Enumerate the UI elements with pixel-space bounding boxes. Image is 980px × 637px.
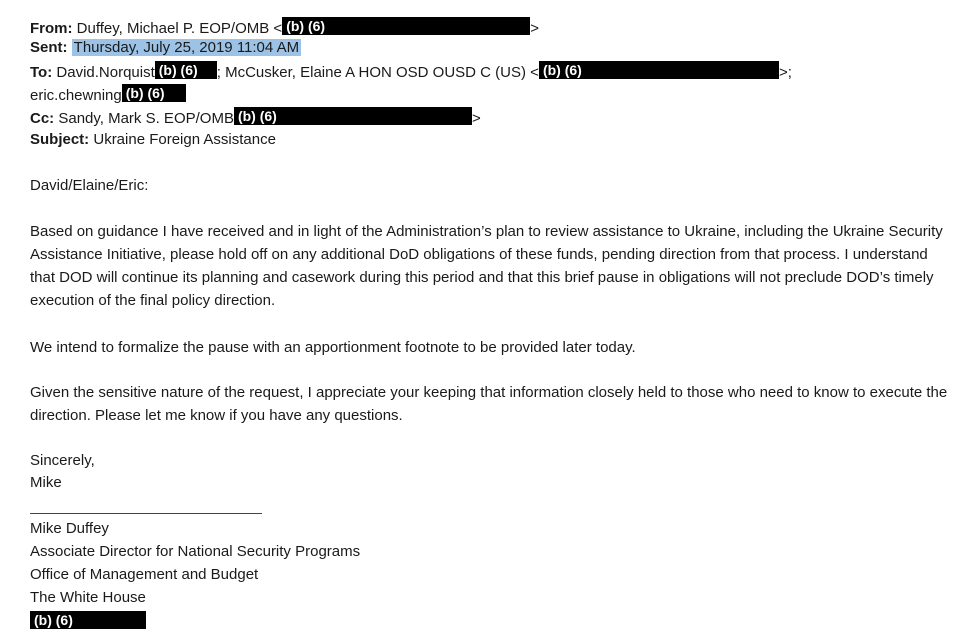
cc-value: Sandy, Mark S. EOP/OMB (58, 110, 234, 127)
paragraph-1: Based on guidance I have received and in light of the Administration’s plan to review assistance to Ukraine, including the Ukraine Security Assistance Initiative, please hold off on any additional DoD obligations of these funds, pending direction from that process. I understand that DOD will continue its planning and casework during this period and that this brief pause in obligations will not preclude DOD’s timely execution of the final policy direction. (30, 223, 943, 309)
closing: Sincerely, (30, 452, 95, 469)
from-line (30, 17, 539, 39)
to-value-1: David.Norquist (56, 64, 155, 81)
redaction-block: (b) (6) (122, 84, 186, 102)
signature-divider (30, 513, 262, 514)
redaction-block: (b) (6) (539, 61, 779, 79)
paragraph-3: Given the sensitive nature of the request, I appreciate your keeping that information closely held to those who need to know to execute the direction. Please let me know if you have any questions. (30, 384, 948, 424)
subject-line (30, 130, 276, 150)
from-value: Duffey, Michael P. EOP/OMB < (76, 20, 283, 37)
redaction-block: (b) (6) (155, 61, 217, 79)
to-line-continued (30, 84, 186, 106)
to-value-2: ; McCusker, Elaine A HON OSD OUSD C (US) < (216, 64, 539, 81)
cc-label: Cc: (30, 110, 55, 127)
to-line (30, 61, 792, 83)
sent-value: Thursday, July 25, 2019 11:04 AM (73, 39, 300, 56)
redaction-block: (b) (6) (282, 17, 530, 35)
signature-org: The White House (30, 589, 146, 606)
subject-label: Subject: (30, 131, 90, 148)
sent-line (30, 38, 301, 58)
cc-close: > (471, 110, 481, 127)
from-close: > (530, 20, 539, 37)
to-value-3: eric.chewning (30, 87, 122, 104)
redaction-block: (b) (6) (30, 611, 146, 629)
from-label: From: (30, 20, 73, 37)
paragraph-2: We intend to formalize the pause with an apportionment footnote to be provided later today. (30, 339, 636, 356)
subject-value: Ukraine Foreign Assistance (93, 131, 276, 148)
to-label: To: (30, 64, 53, 81)
salutation: David/Elaine/Eric: (30, 177, 149, 194)
to-close: >; (778, 64, 792, 81)
sent-label: Sent: (30, 39, 68, 56)
sign-name: Mike (30, 474, 62, 491)
cc-line (30, 107, 481, 129)
signature-office: Office of Management and Budget (30, 566, 259, 583)
signature-name: Mike Duffey (30, 520, 109, 537)
redaction-block: (b) (6) (234, 107, 472, 125)
signature-redaction-line (30, 611, 146, 633)
signature-title: Associate Director for National Security Programs (30, 543, 361, 560)
